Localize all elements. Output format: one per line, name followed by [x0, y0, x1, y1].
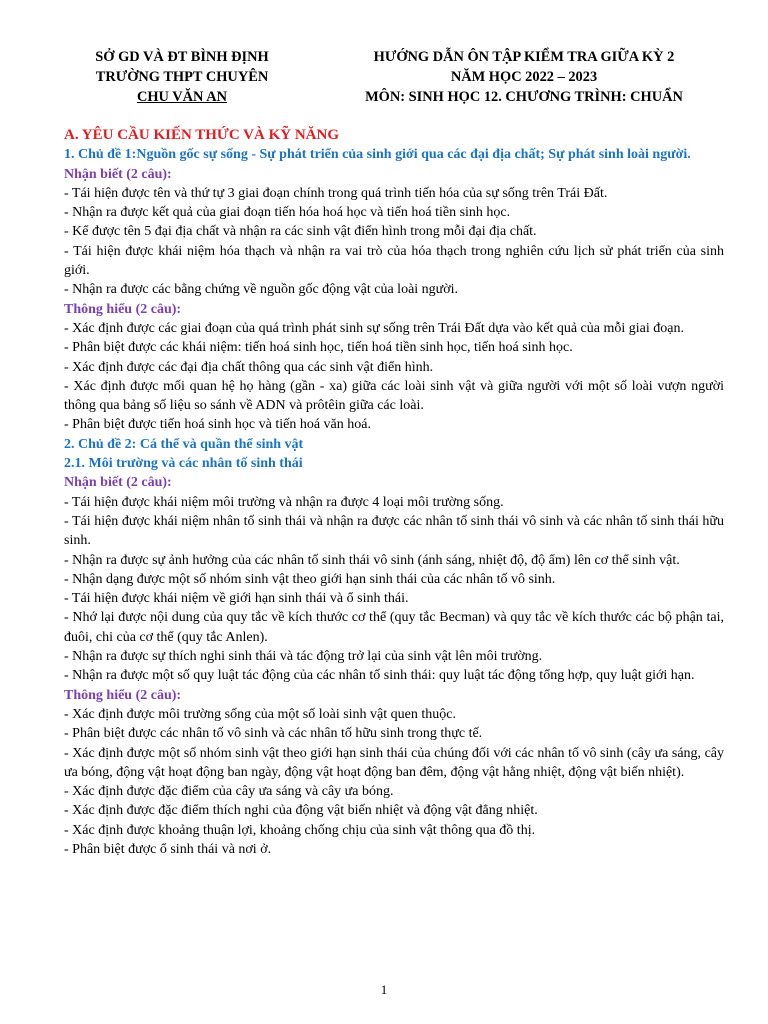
- list-item: - Xác định được các giai đoạn của quá trình phát sinh sự sống trên Trái Đất dựa vào kết quả của mỗi giai đoạn.: [64, 320, 684, 336]
- list-item: - Tái hiện được khái niệm hóa thạch và nhận ra vai trò của hóa thạch trong nghiên cứu lịch sử phát triển của sinh giới.: [64, 243, 724, 279]
- list-item: - Nhận ra được sự thích nghi sinh thái và tác động trở lại của sinh vật lên môi trường.: [64, 649, 543, 665]
- topic1-thong-hieu-heading: Thông hiểu (2 câu):: [64, 301, 182, 317]
- list-item: - Nhận ra được kết quả của giai đoạn tiến hóa hoá học và tiến hoá tiền sinh học.: [64, 205, 511, 221]
- list-item: - Xác định được khoảng thuận lợi, khoảng chống chịu của sinh vật thông qua đồ thị.: [64, 822, 536, 838]
- list-item: - Xác định được đặc điểm của cây ưa sáng và cây ưa bóng.: [64, 784, 394, 800]
- list-item: - Tái hiện được khái niệm về giới hạn sinh thái và ổ sinh thái.: [64, 591, 409, 607]
- list-item: - Kể được tên 5 đại địa chất và nhận ra các sinh vật điển hình trong mỗi đại địa chất.: [64, 224, 537, 240]
- topic2-subtitle: 2.1. Môi trường và các nhân tố sinh thái: [64, 456, 303, 472]
- list-item: - Xác định được đặc điểm thích nghi của động vật biến nhiệt và động vật đẳng nhiệt.: [64, 803, 538, 819]
- topic2-thong-hieu-heading: Thông hiểu (2 câu):: [64, 687, 182, 703]
- school-year: NĂM HỌC 2022 – 2023: [450, 69, 598, 85]
- list-item: - Tái hiện được tên và thứ tự 3 giai đoạn chính trong quá trình tiến hóa của sự sống trên Trái Đất.: [64, 185, 608, 201]
- list-item: - Xác định được một số nhóm sinh vật theo giới hạn sinh thái của chúng đối với các nhân tố vô sinh (cây ưa sáng, cây ưa bóng, động vật hoạt động ban ngày, động vật hoạt động ban đêm, động vật hằng nhiệt, động vật biến nhiệt).: [64, 745, 724, 780]
- school-name-line2: CHU VĂN AN: [136, 89, 228, 105]
- list-item: - Nhớ lại được nội dung của quy tắc về kích thước cơ thể (quy tắc Becman) và quy tắc về kích thước các bộ phận tai, đuôi, chi của cơ thể (quy tắc Anlen).: [64, 610, 724, 645]
- section-a-heading: A. YÊU CẦU KIẾN THỨC VÀ KỸ NĂNG: [64, 127, 340, 143]
- list-item: - Xác định được môi trường sống của một số loài sinh vật quen thuộc.: [64, 706, 456, 722]
- page-number: 1: [380, 982, 388, 997]
- list-item: - Xác định được các đại địa chất thông qua các sinh vật điển hình.: [64, 359, 434, 375]
- list-item: - Nhận ra được một số quy luật tác động của các nhân tố sinh thái: quy luật tác động tổng hợp, quy luật giới hạn.: [64, 668, 695, 684]
- school-name-line2-wrap: [64, 87, 300, 107]
- subject-line: MÔN: SINH HỌC 12. CHƯƠNG TRÌNH: CHUẨN: [365, 89, 683, 105]
- list-item: - Phân biệt được các khái niệm: tiến hoá sinh học, tiến hoá tiền sinh học, tiến hoá sinh học.: [64, 340, 573, 356]
- list-item: - Nhận dạng được một số nhóm sinh vật theo giới hạn sinh thái của các nhân tố vô sinh.: [64, 571, 556, 587]
- list-item: - Tái hiện được khái niệm môi trường và nhận ra được 4 loại môi trường sống.: [64, 494, 504, 510]
- document-title: HƯỚNG DẪN ÔN TẬP KIỂM TRA GIỮA KỲ 2: [373, 49, 675, 65]
- list-item: - Nhận ra được các bằng chứng về nguồn gốc động vật của loài người.: [64, 282, 459, 298]
- topic1-nhan-biet-heading: Nhận biết (2 câu):: [64, 166, 172, 182]
- list-item: - Tái hiện được khái niệm nhân tố sinh thái và nhận ra được các nhân tố sinh thái vô sinh và các nhân tố sinh thái hữu sinh.: [64, 513, 724, 549]
- topic2-nhan-biet-heading: Nhận biết (2 câu):: [64, 475, 172, 491]
- list-item: - Xác định được mối quan hệ họ hàng (gần - xa) giữa các loài sinh vật và giữa người với một số loài vượn người thông qua bảng số liệu so sánh về ADN và prôtêin giữa các loài.: [64, 378, 724, 414]
- topic1-title: 1. Chủ đề 1:Nguồn gốc sự sống - Sự phát triển của sinh giới qua các đại địa chất; Sự phát sinh loài người.: [64, 147, 691, 163]
- list-item: - Phân biệt được các nhân tố vô sinh và các nhân tố hữu sinh trong thực tế.: [64, 726, 483, 742]
- document-header: [0, 47, 768, 117]
- document-body: [64, 126, 724, 859]
- school-name: TRƯỜNG THPT CHUYÊN: [95, 69, 269, 85]
- department-name: SỞ GD VÀ ĐT BÌNH ĐỊNH: [95, 49, 269, 65]
- list-item: - Nhận ra được sự ảnh hưởng của các nhân tố sinh thái vô sinh (ánh sáng, nhiệt độ, độ ẩm) lên cơ thể sinh vật.: [64, 552, 680, 568]
- list-item: - Phân biệt được tiến hoá sinh học và tiến hoá văn hoá.: [64, 417, 371, 433]
- list-item: - Phân biệt được ổ sinh thái và nơi ở.: [64, 841, 272, 857]
- topic2-title: 2. Chủ đề 2: Cá thể và quần thể sinh vật: [64, 436, 304, 452]
